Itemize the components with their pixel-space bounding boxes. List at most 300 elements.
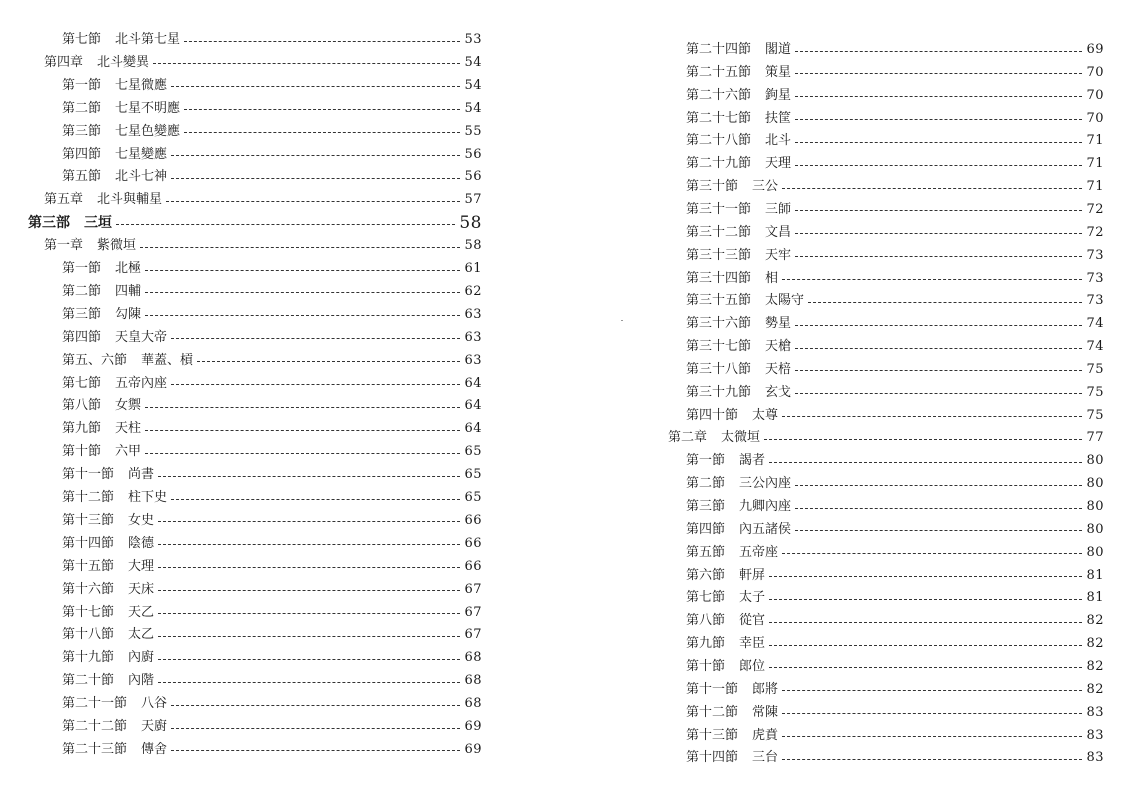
toc-entry — [28, 328, 482, 348]
toc-entry-page-number: 66 — [464, 512, 482, 528]
toc-entry — [668, 703, 1104, 723]
toc-entry-title: 天床 — [128, 581, 155, 597]
toc-entry — [28, 419, 482, 439]
toc-entry-label: 第七節 — [62, 32, 102, 47]
dot-leader — [197, 361, 460, 362]
toc-entry — [668, 200, 1104, 220]
toc-entry-page-number: 73 — [1086, 293, 1104, 309]
toc-entry-label: 第二十八節 — [686, 133, 752, 149]
dot-leader — [184, 41, 460, 42]
dot-leader — [782, 690, 1082, 691]
toc-entry — [28, 351, 482, 371]
toc-entry — [668, 634, 1104, 654]
toc-entry-page-number: 73 — [1086, 270, 1104, 286]
toc-entry-title: 北斗與輔星 — [97, 192, 163, 208]
toc-entry-title: 太尊 — [752, 407, 779, 423]
toc-entry — [28, 671, 482, 691]
toc-entry-page-number: 75 — [1086, 384, 1104, 400]
toc-entry — [28, 442, 482, 462]
toc-entry — [668, 611, 1104, 631]
toc-entry-page-number: 61 — [464, 261, 482, 276]
toc-entry-label: 第十二節 — [62, 490, 115, 505]
toc-entry-page-number: 69 — [1086, 42, 1104, 57]
toc-entry-title: 天理 — [765, 156, 792, 172]
toc-entry-label: 第一節 — [62, 77, 102, 93]
toc-entry-title: 天柱 — [115, 421, 142, 437]
toc-entry-title: 勾陳 — [115, 306, 142, 322]
toc-entry-title: 相 — [765, 270, 779, 286]
toc-entry-label: 第三十九節 — [686, 384, 752, 400]
toc-entry — [28, 717, 482, 737]
toc-entry — [28, 76, 482, 96]
toc-entry-page-number: 55 — [464, 123, 482, 139]
dot-leader — [158, 476, 460, 477]
dot-leader — [158, 636, 460, 637]
toc-entry-label: 第四十節 — [686, 407, 739, 423]
toc-entry — [668, 314, 1104, 334]
toc-entry-title: 軒屏 — [739, 567, 766, 583]
toc-entry — [28, 259, 482, 279]
toc-entry-title: 勢星 — [765, 316, 792, 332]
toc-entry-title: 天廚 — [141, 719, 168, 734]
toc-entry-label: 第七節 — [686, 590, 726, 606]
toc-entry-page-number: 54 — [464, 100, 482, 116]
dot-leader — [158, 682, 460, 683]
toc-entry-label: 第二十一節 — [62, 696, 128, 712]
toc-entry-page-number: 83 — [1086, 704, 1104, 720]
toc-entry-title: 太陽守 — [765, 293, 805, 309]
toc-entry-title: 陰德 — [128, 535, 155, 551]
toc-entry — [668, 131, 1104, 151]
toc-entry-label: 第三十七節 — [686, 339, 752, 355]
toc-entry-title: 鉤星 — [765, 87, 792, 103]
dot-leader — [769, 576, 1082, 577]
toc-entry-label: 第二十九節 — [686, 156, 752, 172]
toc-entry-page-number: 64 — [464, 375, 482, 391]
toc-entry-label: 第二十節 — [62, 673, 115, 689]
toc-entry-title: 天牢 — [765, 247, 792, 263]
dot-leader — [171, 86, 460, 87]
toc-entry-title: 北斗第七星 — [115, 32, 181, 47]
toc-entry — [668, 497, 1104, 517]
dot-leader — [782, 188, 1082, 189]
toc-entry-page-number: 80 — [1086, 499, 1104, 514]
toc-entry-label: 第三節 — [686, 499, 726, 514]
toc-entry-label: 第二節 — [62, 283, 102, 299]
toc-entry-label: 第十九節 — [62, 650, 115, 666]
toc-entry-page-number: 57 — [464, 192, 482, 208]
dot-leader — [782, 279, 1082, 280]
toc-entry-page-number: 54 — [464, 77, 482, 93]
toc-entry — [28, 53, 482, 73]
toc-entry-title: 紫微垣 — [97, 238, 137, 254]
toc-entry-page-number: 69 — [464, 719, 482, 734]
toc-entry-label: 第十節 — [686, 658, 726, 674]
toc-entry-page-number: 82 — [1086, 681, 1104, 697]
dot-leader — [782, 553, 1082, 554]
toc-entry — [668, 109, 1104, 129]
toc-entry — [28, 557, 482, 577]
toc-entry-page-number: 80 — [1086, 544, 1104, 560]
toc-entry-page-number: 73 — [1086, 247, 1104, 263]
toc-entry-title: 謁者 — [739, 453, 766, 469]
toc-entry-title: 三台 — [752, 750, 779, 766]
dot-leader — [782, 736, 1082, 737]
dot-leader — [145, 315, 460, 316]
toc-entry-title: 六甲 — [115, 444, 142, 460]
toc-entry — [28, 122, 482, 142]
dot-leader — [782, 713, 1082, 714]
dot-leader — [769, 645, 1082, 646]
toc-entry-label: 第九節 — [686, 636, 726, 652]
toc-entry-title: 四輔 — [115, 283, 142, 299]
dot-leader — [795, 530, 1082, 531]
toc-entry-label: 第十一節 — [62, 467, 115, 483]
toc-entry-page-number: 83 — [1086, 727, 1104, 743]
toc-entry-title: 內五諸侯 — [739, 521, 792, 537]
toc-entry-page-number: 71 — [1086, 156, 1104, 172]
toc-entry-title: 常陳 — [752, 704, 779, 720]
toc-entry — [668, 588, 1104, 608]
toc-entry-title: 太微垣 — [721, 430, 761, 446]
toc-entry-label: 第五節 — [62, 169, 102, 185]
dot-leader — [795, 51, 1082, 52]
dot-leader — [158, 613, 460, 614]
toc-entry — [28, 534, 482, 554]
toc-entry-label: 第三十三節 — [686, 247, 752, 263]
toc-entry-title: 虎賁 — [752, 727, 779, 743]
toc-entry — [28, 30, 482, 50]
toc-entry-page-number: 56 — [464, 169, 482, 185]
toc-entry-label: 第四節 — [686, 521, 726, 537]
toc-entry-label: 第三十四節 — [686, 270, 752, 286]
toc-entry-page-number: 70 — [1086, 110, 1104, 126]
toc-entry-page-number: 63 — [464, 329, 482, 345]
toc-entry-page-number: 66 — [464, 558, 482, 574]
toc-entry-label: 第三十五節 — [686, 293, 752, 309]
dot-leader — [795, 210, 1082, 211]
toc-entry — [28, 625, 482, 645]
toc-entry — [28, 213, 482, 233]
toc-entry-title: 華蓋、槓 — [141, 352, 194, 368]
dot-leader — [171, 728, 460, 729]
toc-entry — [668, 360, 1104, 380]
toc-entry-page-number: 71 — [1086, 179, 1104, 195]
toc-entry — [668, 657, 1104, 677]
toc-entry-label: 第八節 — [686, 613, 726, 629]
toc-entry-label: 第四章 — [44, 54, 84, 70]
toc-entry-label: 第十二節 — [686, 704, 739, 720]
toc-entry — [28, 648, 482, 668]
toc-entry-title: 內廚 — [128, 650, 155, 666]
toc-entry-label: 第十六節 — [62, 581, 115, 597]
toc-entry-page-number: 63 — [464, 352, 482, 368]
toc-entry-page-number: 70 — [1086, 64, 1104, 80]
toc-entry-label: 第一節 — [686, 453, 726, 469]
toc-entry-page-number: 83 — [1086, 750, 1104, 766]
toc-entry — [28, 99, 482, 119]
dot-leader — [171, 705, 460, 706]
toc-entry-title: 太乙 — [128, 627, 155, 643]
toc-entry-label: 第三部 — [28, 215, 70, 232]
toc-entry-page-number: 62 — [464, 283, 482, 299]
toc-entry — [28, 694, 482, 714]
dot-leader — [171, 155, 460, 156]
toc-entry-label: 第一章 — [44, 238, 84, 254]
toc-entry — [668, 474, 1104, 494]
dot-leader — [795, 256, 1082, 257]
toc-entry-page-number: 81 — [1086, 567, 1104, 583]
toc-entry-page-number: 75 — [1086, 407, 1104, 423]
toc-entry — [668, 246, 1104, 266]
toc-entry — [668, 428, 1104, 448]
toc-entry-label: 第三十八節 — [686, 361, 752, 377]
toc-entry-page-number: 65 — [464, 467, 482, 483]
toc-entry-label: 第二章 — [668, 430, 708, 446]
toc-entry-label: 第二十二節 — [62, 719, 128, 734]
dot-leader — [184, 109, 460, 110]
toc-entry-title: 北極 — [115, 261, 142, 276]
toc-entry-page-number: 80 — [1086, 453, 1104, 469]
toc-entry-page-number: 72 — [1086, 201, 1104, 217]
toc-entry-title: 三垣 — [84, 215, 112, 232]
toc-entry-label: 第五節 — [686, 544, 726, 560]
toc-entry-page-number: 80 — [1086, 476, 1104, 492]
dot-leader — [158, 659, 460, 660]
toc-entry-page-number: 67 — [464, 581, 482, 597]
toc-entry-title: 太子 — [739, 590, 766, 606]
toc-entry-title: 北斗 — [765, 133, 792, 149]
toc-entry-page-number: 65 — [464, 490, 482, 505]
dot-leader — [795, 142, 1082, 143]
toc-entry — [28, 396, 482, 416]
toc-entry-page-number: 64 — [464, 398, 482, 414]
toc-entry-label: 第二十三節 — [62, 741, 128, 757]
toc-entry — [668, 726, 1104, 746]
toc-entry-title: 天皇大帝 — [115, 329, 168, 345]
toc-entry-page-number: 74 — [1086, 316, 1104, 332]
toc-entry — [28, 145, 482, 165]
dot-leader — [145, 453, 460, 454]
toc-entry-label: 第二節 — [686, 476, 726, 492]
toc-entry-label: 第十節 — [62, 444, 102, 460]
dot-leader — [769, 599, 1082, 600]
toc-entry-title: 柱下史 — [128, 490, 168, 505]
toc-entry-page-number: 71 — [1086, 133, 1104, 149]
toc-entry-label: 第二十六節 — [686, 87, 752, 103]
toc-entry-label: 第三十一節 — [686, 201, 752, 217]
toc-entry-title: 北斗七神 — [115, 169, 168, 185]
toc-entry — [668, 63, 1104, 83]
dot-leader — [782, 416, 1082, 417]
toc-entry-title: 七星變應 — [115, 146, 168, 162]
toc-entry-page-number: 58 — [464, 238, 482, 254]
toc-entry-title: 五帝座 — [739, 544, 779, 560]
toc-entry-page-number: 77 — [1086, 430, 1104, 446]
toc-entry-title: 七星微應 — [115, 77, 168, 93]
dot-leader — [145, 407, 460, 408]
dot-leader — [795, 325, 1082, 326]
toc-entry-label: 第三節 — [62, 123, 102, 139]
toc-entry — [668, 383, 1104, 403]
toc-entry-page-number: 82 — [1086, 636, 1104, 652]
toc-entry-page-number: 72 — [1086, 224, 1104, 240]
toc-entry — [28, 236, 482, 256]
toc-entry-title: 幸臣 — [739, 636, 766, 652]
toc-entry-label: 第五章 — [44, 192, 84, 208]
dot-leader — [171, 750, 460, 751]
dot-leader — [795, 348, 1082, 349]
toc-entry-page-number: 64 — [464, 421, 482, 437]
toc-entry-title: 三師 — [765, 201, 792, 217]
toc-entry-page-number: 70 — [1086, 87, 1104, 103]
toc-entry-page-number: 68 — [464, 673, 482, 689]
toc-entry-label: 第十一節 — [686, 681, 739, 697]
toc-entry-label: 第二節 — [62, 100, 102, 116]
toc-entry-page-number: 56 — [464, 146, 482, 162]
toc-entry — [28, 465, 482, 485]
toc-entry — [668, 451, 1104, 471]
toc-entry-title: 郎位 — [739, 658, 766, 674]
toc-entry — [28, 603, 482, 623]
toc-entry-page-number: 58 — [459, 213, 482, 234]
toc-entry-title: 傳舍 — [141, 741, 168, 757]
toc-entry-title: 女史 — [128, 512, 155, 528]
toc-entry-label: 第十八節 — [62, 627, 115, 643]
toc-entry-title: 七星不明應 — [115, 100, 181, 116]
dot-leader — [116, 224, 455, 225]
toc-entry — [28, 167, 482, 187]
toc-entry-label: 第四節 — [62, 146, 102, 162]
toc-entry-label: 第三節 — [62, 306, 102, 322]
dot-leader — [171, 384, 460, 385]
dot-leader — [808, 302, 1082, 303]
toc-entry-title: 三公內座 — [739, 476, 792, 492]
dot-leader — [153, 63, 460, 64]
toc-entry-page-number: 81 — [1086, 590, 1104, 606]
toc-entry-title: 郎將 — [752, 681, 779, 697]
dot-leader — [795, 119, 1082, 120]
toc-entry — [668, 291, 1104, 311]
dot-leader — [795, 370, 1082, 371]
toc-entry-label: 第七節 — [62, 375, 102, 391]
toc-entry-label: 第二十四節 — [686, 42, 752, 57]
toc-entry-label: 第二十七節 — [686, 110, 752, 126]
dot-leader — [158, 544, 460, 545]
dot-leader — [795, 393, 1082, 394]
dot-leader — [782, 759, 1082, 760]
toc-entry-page-number: 74 — [1086, 339, 1104, 355]
toc-entry-page-number: 69 — [464, 741, 482, 757]
toc-entry-page-number: 80 — [1086, 521, 1104, 537]
toc-entry-page-number: 68 — [464, 650, 482, 666]
dot-leader — [795, 165, 1082, 166]
toc-entry — [668, 543, 1104, 563]
dot-leader — [145, 292, 460, 293]
toc-entry-page-number: 68 — [464, 696, 482, 712]
dot-leader — [145, 430, 460, 431]
toc-entry-title: 大理 — [128, 558, 155, 574]
toc-entry — [28, 305, 482, 325]
dot-leader — [166, 201, 460, 202]
toc-entry-title: 文昌 — [765, 224, 792, 240]
toc-entry — [668, 154, 1104, 174]
toc-entry-page-number: 63 — [464, 306, 482, 322]
toc-entry-label: 第三十二節 — [686, 224, 752, 240]
toc-entry-title: 尚書 — [128, 467, 155, 483]
toc-entry-page-number: 53 — [464, 32, 482, 47]
toc-entry — [28, 580, 482, 600]
toc-entry — [668, 269, 1104, 289]
toc-entry-title: 八谷 — [141, 696, 168, 712]
toc-entry — [28, 488, 482, 508]
toc-entry-label: 第六節 — [686, 567, 726, 583]
toc-entry-page-number: 65 — [464, 444, 482, 460]
toc-entry — [28, 511, 482, 531]
toc-entry — [668, 40, 1104, 60]
scan-speck — [621, 320, 623, 321]
toc-entry-title: 玄戈 — [765, 384, 792, 400]
dot-leader — [158, 590, 460, 591]
dot-leader — [158, 521, 460, 522]
dot-leader — [158, 567, 460, 568]
dot-leader — [795, 73, 1082, 74]
toc-entry-title: 北斗變異 — [97, 54, 150, 70]
dot-leader — [140, 247, 460, 248]
toc-entry-label: 第九節 — [62, 421, 102, 437]
toc-entry-title: 天槍 — [765, 339, 792, 355]
dot-leader — [171, 178, 460, 179]
toc-entry-page-number: 54 — [464, 54, 482, 70]
dot-leader — [769, 622, 1082, 623]
dot-leader — [184, 132, 460, 133]
toc-entry-title: 七星色變應 — [115, 123, 181, 139]
toc-entry-page-number: 66 — [464, 535, 482, 551]
toc-entry — [668, 566, 1104, 586]
toc-entry-title: 策星 — [765, 64, 792, 80]
toc-entry-label: 第十五節 — [62, 558, 115, 574]
dot-leader — [769, 667, 1082, 668]
toc-entry-title: 從官 — [739, 613, 766, 629]
right-toc-page — [668, 0, 1104, 791]
toc-entry — [668, 748, 1104, 768]
toc-entry-label: 第十三節 — [686, 727, 739, 743]
toc-entry — [668, 680, 1104, 700]
dot-leader — [145, 270, 460, 271]
toc-entry-label: 第二十五節 — [686, 64, 752, 80]
toc-entry-label: 第四節 — [62, 329, 102, 345]
toc-entry-title: 五帝內座 — [115, 375, 168, 391]
toc-entry — [668, 337, 1104, 357]
toc-entry — [668, 406, 1104, 426]
dot-leader — [795, 233, 1082, 234]
toc-entry-title: 天乙 — [128, 604, 155, 620]
toc-entry-title: 女禦 — [115, 398, 142, 414]
toc-entry-title: 天棓 — [765, 361, 792, 377]
toc-entry — [28, 282, 482, 302]
dot-leader — [171, 499, 460, 500]
dot-leader — [764, 439, 1082, 440]
toc-entry-title: 閣道 — [765, 42, 792, 57]
toc-entry — [668, 177, 1104, 197]
toc-entry-title: 三公 — [752, 179, 779, 195]
toc-entry-label: 第八節 — [62, 398, 102, 414]
toc-entry-label: 第十七節 — [62, 604, 115, 620]
toc-entry-page-number: 82 — [1086, 658, 1104, 674]
toc-entry-page-number: 82 — [1086, 613, 1104, 629]
toc-entry-label: 第三十節 — [686, 179, 739, 195]
dot-leader — [769, 462, 1082, 463]
